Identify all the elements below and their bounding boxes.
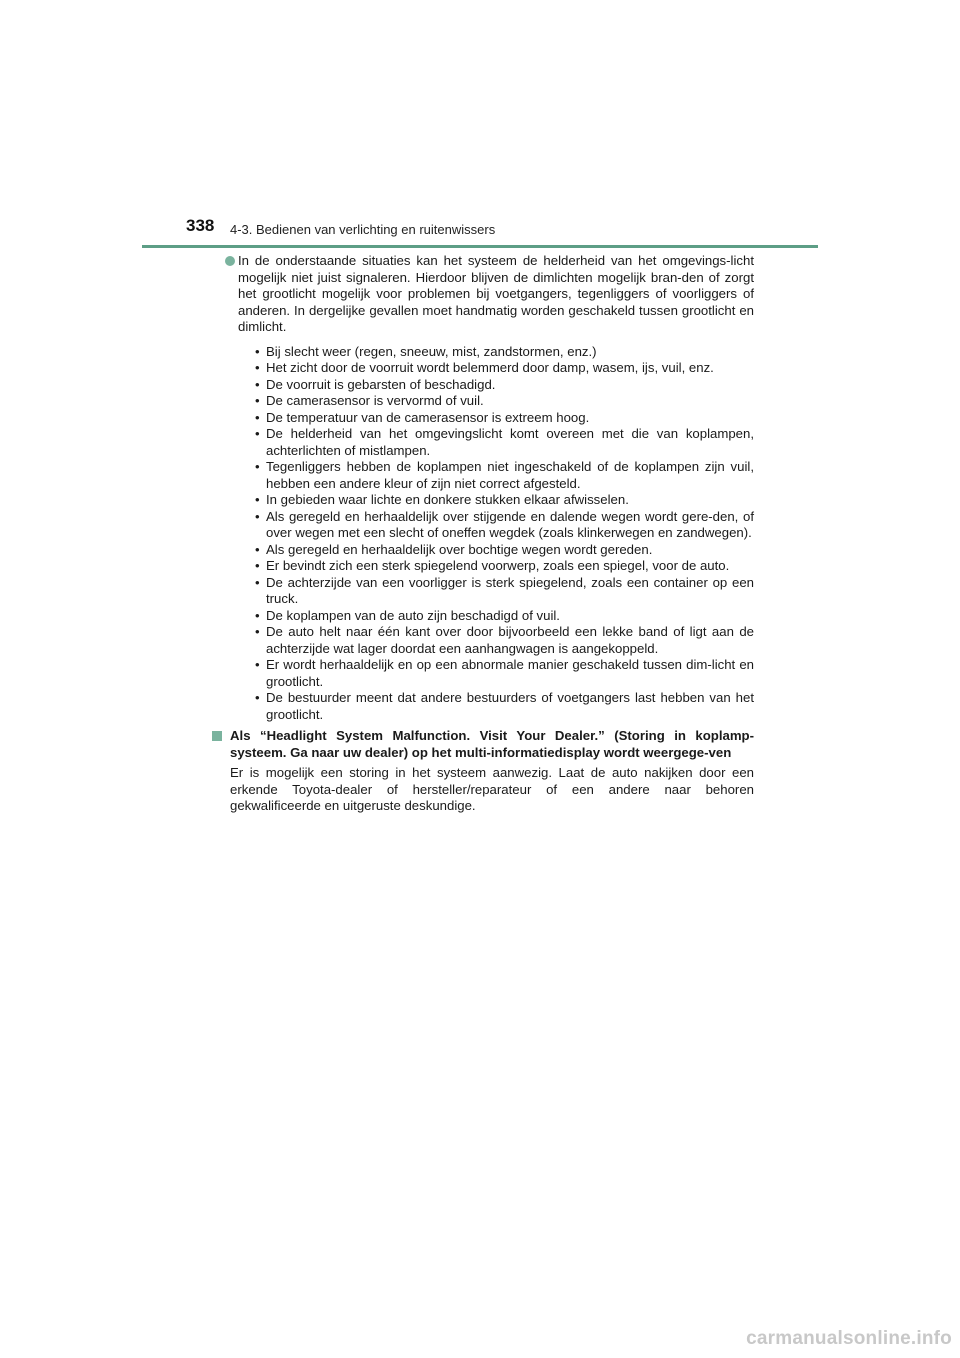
list-item [255, 542, 754, 559]
list-item-text: Als geregeld en herhaaldelijk over stijgende en dalende wegen wordt gere-den, of over wegen met een slecht of oneffen wegdek (zoals klinkerwegen en zandwegen). [266, 508, 754, 540]
bullet-dot-icon: • [255, 426, 260, 441]
bullet-dot-icon: • [255, 459, 260, 474]
list-item [255, 492, 754, 509]
header-divider [142, 245, 818, 248]
list-item [255, 608, 754, 625]
list-item [255, 410, 754, 427]
bullet-dot-icon: • [255, 624, 260, 639]
list-item [255, 575, 754, 608]
bullet-dot-icon: • [255, 574, 260, 590]
list-item [255, 377, 754, 394]
list-item [255, 690, 754, 723]
bullet-dot-icon: • [255, 360, 260, 375]
list-item [255, 558, 754, 575]
watermark: carmanualsonline.info [746, 1328, 952, 1349]
page-content [212, 253, 754, 815]
list-item-text: Bij slecht weer (regen, sneeuw, mist, zandstormen, enz.) [266, 343, 597, 359]
list-item [255, 509, 754, 542]
bullet-dot-icon: • [255, 492, 260, 507]
square-bullet-icon [212, 731, 222, 741]
list-item [255, 360, 754, 377]
list-item [255, 657, 754, 690]
list-item-text: Er bevindt zich een sterk spiegelend voorwerp, zoals een spiegel, voor de auto. [266, 558, 730, 573]
section-heading [212, 728, 754, 761]
intro-text: In de onderstaande situaties kan het systeem de helderheid van het omgevings-licht mogelijk niet juist signaleren. Hierdoor blijven de dimlichten mogelijk bran-den of zorgt het grootlicht mogelijk voor problemen bij voetgangers, tegenliggers of voorliggers of anderen. In dergelijke gevallen moet handmatig worden geschakeld tussen grootlicht en dimlicht. [238, 253, 754, 334]
list-item [255, 426, 754, 459]
list-item-text: De helderheid van het omgevingslicht komt overeen met die van koplampen, achterlichten of mistlampen. [266, 426, 754, 458]
page-number: 338 [186, 216, 215, 235]
bullet-dot-icon: • [255, 393, 260, 408]
list-item-text: De camerasensor is vervormd of vuil. [266, 393, 484, 408]
list-item-text: De temperatuur van de camerasensor is extreem hoog. [266, 409, 590, 425]
bullet-dot-icon: • [255, 376, 260, 392]
list-item-text: De voorruit is gebarsten of beschadigd. [266, 376, 496, 392]
bullet-dot-icon: • [255, 690, 260, 705]
list-item [255, 624, 754, 657]
list-item-text: Er wordt herhaaldelijk en op een abnormale manier geschakeld tussen dim-licht en grootlicht. [266, 657, 754, 689]
section-title: 4-3. Bedienen van verlichting en ruitenwissers [230, 222, 496, 237]
bullet-dot-icon: • [255, 541, 260, 557]
bullet-dot-icon: • [255, 657, 260, 672]
circle-bullet-icon [225, 256, 235, 266]
bullet-dot-icon: • [255, 508, 260, 524]
list-item-text: De koplampen van de auto zijn beschadigd of vuil. [266, 607, 560, 623]
section-body: Er is mogelijk een storing in het systeem aanwezig. Laat de auto nakijken door een erkende Toyota-dealer of hersteller/reparateur of een andere naar behoren gekwalificeerde en uitgeruste deskundige. [230, 765, 754, 813]
bullet-dot-icon: • [255, 607, 260, 623]
list-item [255, 344, 754, 361]
list-item-text: Het zicht door de voorruit wordt belemmerd door damp, wasem, ijs, vuil, enz. [266, 360, 714, 375]
list-item [255, 459, 754, 492]
list-item-text: De bestuurder meent dat andere bestuurders of voetgangers last hebben van het grootlicht. [266, 690, 754, 722]
list-item-text: De achterzijde van een voorligger is sterk spiegelend, zoals een container op een truck. [266, 574, 754, 606]
list-item-text: Als geregeld en herhaaldelijk over bochtige wegen wordt gereden. [266, 541, 653, 557]
section-heading-text: Als “Headlight System Malfunction. Visit Your Dealer.” (Storing in koplamp-systeem. Ga naar uw dealer) op het multi-informatiedisplay wordt weergege-ven [230, 728, 754, 760]
list-item-text: Tegenliggers hebben de koplampen niet ingeschakeld of de koplampen zijn vuil, hebben een andere kleur of zijn niet correct afgesteld. [266, 459, 754, 491]
list-item [255, 393, 754, 410]
bullet-dot-icon: • [255, 409, 260, 425]
bullet-dot-icon: • [255, 558, 260, 573]
conditions-list [212, 344, 754, 724]
intro-paragraph [212, 253, 754, 336]
list-item-text: De auto helt naar één kant over door bijvoorbeeld een lekke band of ligt aan de achterzijde wat lager doordat een aanhangwagen is aangekoppeld. [266, 624, 754, 656]
bullet-dot-icon: • [255, 343, 260, 359]
list-item-text: In gebieden waar lichte en donkere stukken elkaar afwisselen. [266, 492, 629, 507]
